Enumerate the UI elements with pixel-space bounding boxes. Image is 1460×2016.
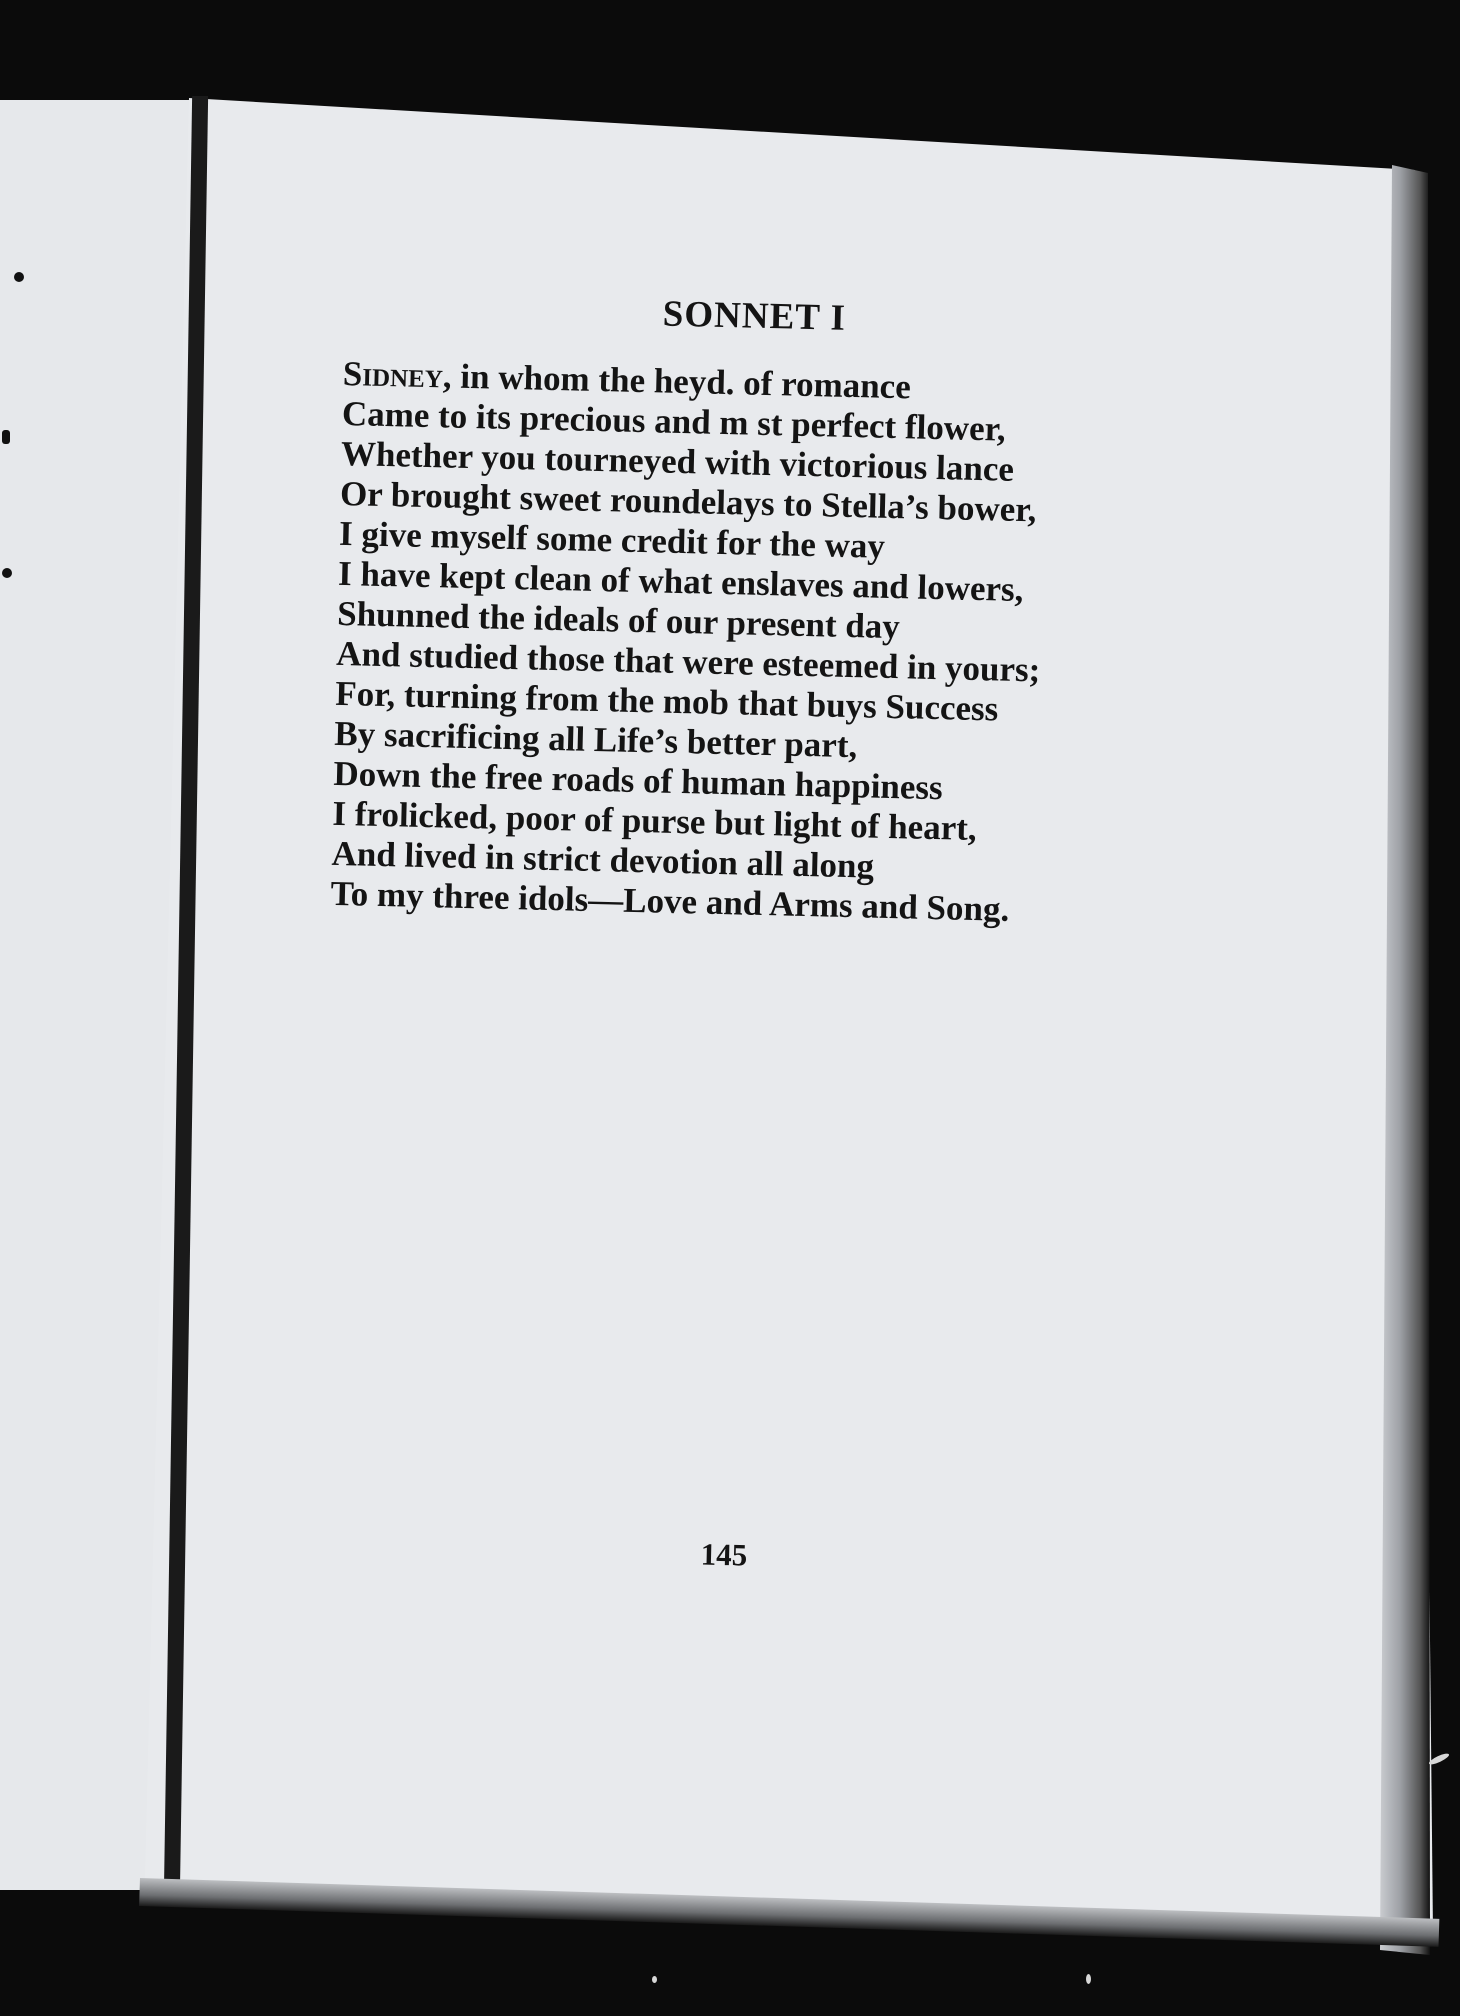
poem-line: Down the free roads of human happiness [333,753,944,808]
poem-line: I have kept clean of what enslaves and lowers, [337,553,1024,610]
poem-line: Shunned the ideals of our present day [336,593,901,647]
poem-line: For, turning from the mob that buys Success [334,673,999,729]
poem-line: Whether you tourneyed with victorious lance [340,433,1015,489]
poem-line: I give myself some credit for the way [338,513,886,566]
poem-line: And lived in strict devotion all along [331,833,875,886]
poem-line: And studied those that were esteemed in yours; [335,633,1041,690]
left-page-mark [2,430,10,444]
poem-line: By sacrificing all Life’s better part, [333,713,858,766]
page-number: 145 [700,1536,748,1573]
dust-speck [1086,1974,1091,1984]
left-page-mark [2,568,12,578]
first-word: Sidney, [342,353,453,396]
line-text: in whom the heyd. of romance [451,356,912,407]
left-page-mark [14,272,24,282]
poem-line: To my three idols—Love and Arms and Song. [330,873,1010,929]
poem-title: SONNET I [662,293,847,339]
poem-block [330,285,1205,934]
dust-speck [652,1976,657,1983]
poem-line: Or brought sweet roundelays to Stella’s bower, [339,473,1037,530]
poem-line: Came to its precious and m st perfect flower, [341,393,1007,449]
poem-line: I frolicked, poor of purse but light of heart, [332,793,978,849]
